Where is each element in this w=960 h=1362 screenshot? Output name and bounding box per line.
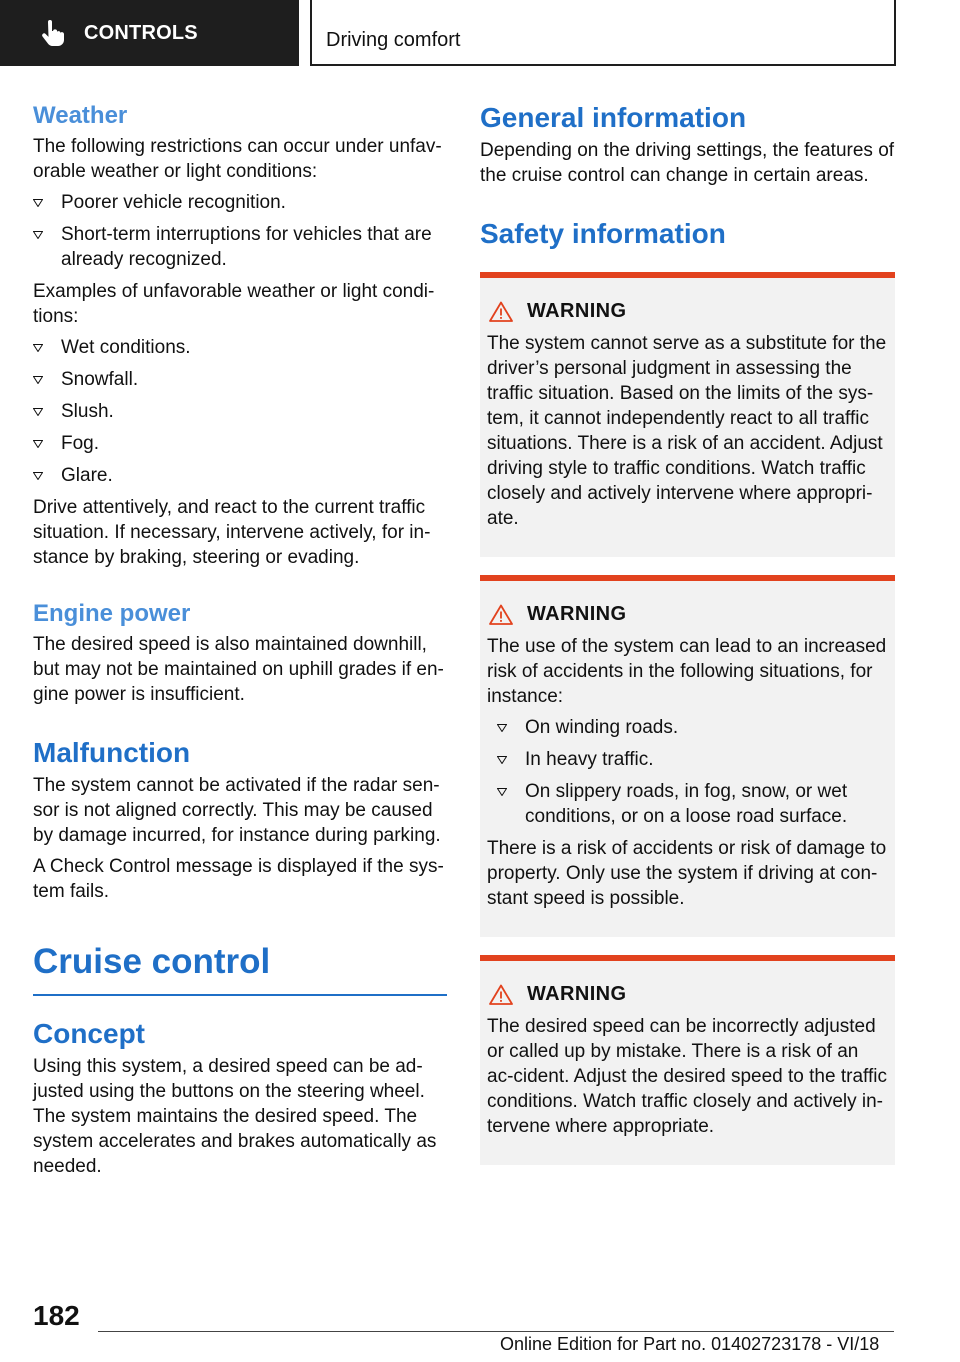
warning-box <box>480 575 895 937</box>
triangle-bullet-icon <box>497 756 507 764</box>
triangle-bullet-icon <box>33 472 43 480</box>
triangle-bullet-icon <box>33 440 43 448</box>
malfunction-text-2: A Check Control message is displayed if the sys-tem fails. <box>33 856 444 902</box>
warning-box <box>480 955 895 1165</box>
malfunction-heading: Malfunction <box>33 737 191 768</box>
warning-title: WARNING <box>527 603 627 625</box>
risk-situations-list <box>487 715 888 829</box>
chapter-tab-label: CONTROLS <box>84 21 198 44</box>
list-item: On slippery roads, in fog, snow, or wet conditions, or on a loose road surface. <box>497 779 888 829</box>
cruise-control-heading: Cruise control <box>33 940 447 996</box>
warning-outro: There is a risk of accidents or risk of damage to property. Only use the system if driving at con-stant speed is possible. <box>487 838 887 909</box>
warning-text: The use of the system can lead to an increased risk of accidents in the following situations, for instance: <box>487 636 887 707</box>
triangle-bullet-icon <box>497 788 507 796</box>
section-title: Driving comfort <box>326 29 461 51</box>
weather-heading: Weather <box>33 102 128 129</box>
general-information-heading: General information <box>480 102 747 133</box>
list-item: Short-term interruptions for vehicles that are already recognized. <box>33 222 447 272</box>
engine-power-heading: Engine power <box>33 600 191 627</box>
warning-triangle-icon <box>489 984 513 1005</box>
weather-examples-intro: Examples of unfavorable weather or light condi-tions: <box>33 281 435 327</box>
general-information-text: Depending on the driving settings, the features of the cruise control can change in certain areas. <box>480 140 895 186</box>
list-item: In heavy traffic. <box>497 747 888 772</box>
weather-restrictions-list <box>33 190 447 272</box>
warning-text: The system cannot serve as a substitute for the driver’s personal judgment in assessing the traffic situation. Based on the limits of the sys-tem, it cannot independently react to all traffic situations. There is a risk of an accident. Adjust driving style to traffic conditions. Watch traffic closely and actively intervene where appropri-ate. <box>487 333 887 529</box>
footer-rule <box>98 1331 894 1332</box>
concept-heading: Concept <box>33 1018 145 1049</box>
weather-intro: The following restrictions can occur under unfav-orable weather or light conditions: <box>33 136 442 182</box>
page-number: 182 <box>33 1300 80 1331</box>
warning-triangle-icon <box>489 301 513 322</box>
concept-text: Using this system, a desired speed can be ad-justed using the buttons on the steering wheel. The system maintains the desired speed. The system accelerates and brakes automatically as needed. <box>33 1056 437 1177</box>
list-item: Slush. <box>33 399 447 424</box>
triangle-bullet-icon <box>33 408 43 416</box>
list-item: Wet conditions. <box>33 335 447 360</box>
warning-box <box>480 272 895 557</box>
triangle-bullet-icon <box>33 231 43 239</box>
list-item: On winding roads. <box>497 715 888 740</box>
triangle-bullet-icon <box>33 376 43 384</box>
weather-examples-list <box>33 335 447 488</box>
list-item: Snowfall. <box>33 367 447 392</box>
weather-advice: Drive attentively, and react to the current traffic situation. If necessary, intervene actively, for in-stance by braking, steering or evading. <box>33 497 431 568</box>
warning-text: The desired speed can be incorrectly adjusted or called up by mistake. There is a risk of an ac-cident. Adjust the desired speed to the traffic conditions. Watch traffic closely and actively in-tervene where appropriate. <box>487 1016 887 1137</box>
right-column <box>480 100 895 1183</box>
edition-note: Online Edition for Part no. 01402723178 - VI/18 <box>500 1334 880 1354</box>
left-column <box>33 100 447 1185</box>
list-item: Poorer vehicle recognition. <box>33 190 447 215</box>
triangle-bullet-icon <box>497 724 507 732</box>
warning-triangle-icon <box>489 604 513 625</box>
list-item: Glare. <box>33 463 447 488</box>
engine-power-text: The desired speed is also maintained downhill, but may not be maintained on uphill grades if en-gine power is insufficient. <box>33 634 444 705</box>
triangle-bullet-icon <box>33 344 43 352</box>
hand-pointer-icon <box>40 20 64 46</box>
safety-information-heading: Safety information <box>480 218 726 249</box>
triangle-bullet-icon <box>33 199 43 207</box>
header-tab <box>0 0 299 66</box>
warning-title: WARNING <box>527 300 627 322</box>
warning-title: WARNING <box>527 983 627 1005</box>
list-item: Fog. <box>33 431 447 456</box>
malfunction-text-1: The system cannot be activated if the radar sen-sor is not aligned correctly. This may be caused by damage incurred, for instance during parking. <box>33 775 441 846</box>
